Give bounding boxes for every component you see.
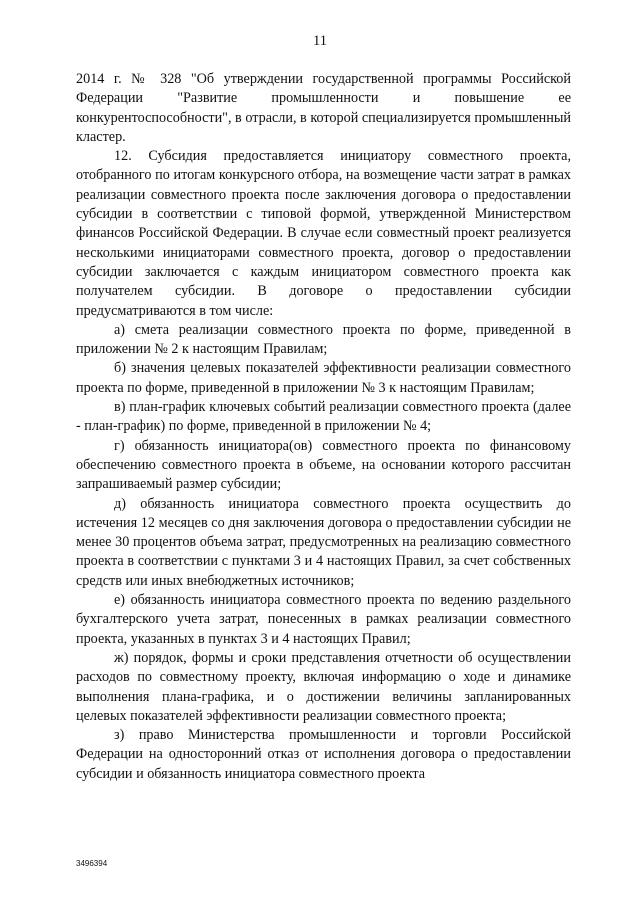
paragraph-subitem-e: е) обязанность инициатора совместного проекта по ведению раздельного бухгалтерского учета затрат, понесенных в рамках реализации совместного проекта, указанных в пунктах 3 и 4 настоящих Правил; — [76, 592, 571, 647]
paragraph-subitem-g: г) обязанность инициатора(ов) совместного проекта по финансовому обеспечению совместного проекта в объеме, на основании которого рассчитан запрашиваемый размер субсидии; — [76, 437, 571, 493]
paragraph-continuation: 2014 г. № 328 "Об утверждении государственной программы Российской Федерации "Развитие промышленности и повышение ее конкурентоспособности", в отрасли, в которой специализируется промышленный кластер. — [76, 71, 571, 145]
paragraph-subitem-z: з) право Министерства промышленности и торговли Российской Федерации на односторонний отказ от исполнения договора о предоставлении субсидии и обязанность инициатора совместного проекта — [76, 727, 571, 782]
paragraph-subitem-d: д) обязанность инициатора совместного проекта осуществить до истечения 12 месяцев со дня заключения договора о предоставлении субсидии не менее 30 процентов объема затрат, предусмотренных на реализацию совместного проекта в соответствии с пунктами 3 и 4 настоящих Правил, за счет собственных средств или иных внебюджетных источников; — [76, 495, 571, 589]
document-id: 3496394 — [76, 859, 108, 868]
document-body — [76, 70, 571, 784]
paragraph-subitem-a: а) смета реализации совместного проекта по форме, приведенной в приложении № 2 к настоящим Правилам; — [76, 321, 571, 358]
paragraph-subitem-zh: ж) порядок, формы и сроки представления отчетности об осуществлении расходов по совместному проекту, включая информацию о ходе и динамике выполнения плана-графика, и о достижении величины запланированных целевых показателей эффективности реализации совместного проекта; — [76, 649, 571, 724]
paragraph-subitem-v: в) план-график ключевых событий реализации совместного проекта (далее - план-график) по форме, приведенной в приложении № 4; — [76, 399, 571, 435]
paragraph-subitem-b: б) значения целевых показателей эффективности реализации совместного проекта по форме, приведенной в приложении № 3 к настоящим Правилам; — [76, 360, 571, 396]
page-number: 11 — [313, 33, 327, 49]
paragraph-item-12: 12. Субсидия предоставляется инициатору совместного проекта, отобранного по итогам конкурсного отбора, на возмещение части затрат в рамках реализации совместного проекта после заключения договора о предоставлении субсидии в соответствии с типовой формой, утвержденной Министерством финансов Российской Федерации. В случае если совместный проект реализуется несколькими инициаторами совместного проекта, договор о предоставлении субсидии заключается с каждым инициатором совместного проекта как получателем субсидии. В договоре о предоставлении субсидии предусматриваются в том числе: — [76, 148, 571, 319]
